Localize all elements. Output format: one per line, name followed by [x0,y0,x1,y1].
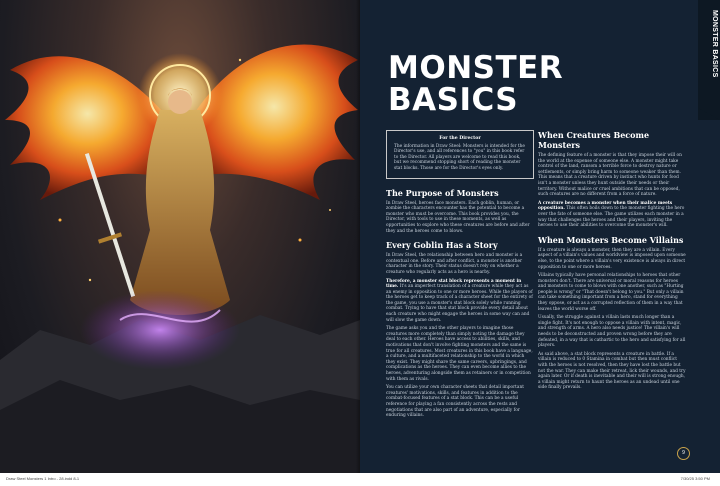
heading-become-villains: When Monsters Become Villains [538,234,684,245]
para-goblin-1: In Draw Steel, the relationship between hero and monster is a contextual one. Before and after conflict, a monster is another character in the story. Their status doesn't rely on whether a creature who regularly acts as a hero is nearby. [386,253,523,275]
chapter-tab-corner [698,108,720,120]
column-right [538,124,686,394]
right-page [360,0,720,473]
para-become-1: The defining feature of a monster is that they impose their will on the world at the expense of someone else. A monster might take control of the land, ransom a terrible force to destroy nature or settlements, or simply bring harm to someone weaker than them. This means that a creature driven by instinct who hunts for food isn't a monster unless they hunt outside their needs or their territory. Without malice or cruel ambitions that can be opposed, such creatures are no different from a force of nature. [538,153,682,198]
para-villains-1: If a creature is always a monster, then they are a villain. Every aspect of a villain's values and worldview is imposed upon someone else, to the point where a villain's very existence is always in direct opposition to one or more heroes. [538,247,686,270]
heading-purpose: The Purpose of Monsters [386,187,499,198]
chapter-tab [698,0,720,120]
para-become-2-body: This often boils down to the monster fighting the hero over the fate of someone else. The game utilizes each monster in a way that challenges the heroes and their players, inviting the heroes to use their abilities to overcome the monster's will. [538,206,685,229]
director-note-box [386,130,534,179]
angel-artwork-icon [0,0,360,473]
para-become-2 [538,201,686,229]
para-goblin-2-lead: Therefore, a monster stat block represents a moment in time. [386,278,522,290]
para-purpose: In Draw Steel, heroes face monsters. Each goblin, human, or zombie the characters encounter has the potential to become a monster who must be overcome. This book provides you, the Director, with tools to use in these moments, as well as opportunities to explore who these creatures are before and after they and the heroes come to blows. [386,200,530,234]
print-slug-left: Draw Steel Monsters 1 Intro - 28.indd 8-1 [6,476,80,481]
director-note-heading: For the Director [439,136,481,141]
para-villains-4: As said above, a stat block represents a creature in battle. If a villain is reduced to 0 Stamina in combat but then must conflict with the heroes is not resolved, then they have lost the battle but not the war. They can make their retreat, lick their wounds, and try again later. Or if death is inevitable and their will is strong enough, a villain might return to haunt the heroes as an undead until one side finally prevails. [538,351,686,391]
chapter-tab-label: MONSTER BASICS [711,10,718,78]
para-goblin-2 [386,279,534,324]
angel-illustration [0,0,360,473]
para-villains-2: Villains typically have personal relationships to heroes that other monsters don't. There are universal or moral reasons for heroes and monsters to come to blows with one another, such as "Hurting people is wrong" or "That doesn't belong to you." But only a villain can take something important from a hero, stand for everything they oppose, or act as a corrupted reflection of them in a way that leaves the world worse off. [538,273,684,312]
heading-goblin: Every Goblin Has a Story [386,240,498,251]
heading-become-monsters: When Creatures Become Monsters [538,130,650,150]
para-goblin-2-body: It's an imperfect translation of a creature while they act as an enemy in opposition to one or more heroes. While the players of the heroes get to keep track of a character sheet for the entirety of the game, you use a monster's stat block solely while running combat. Trying to have that stat block provide every detail about each creature who might engage the heroes in some way can and will slow the game down. [386,284,533,323]
column-left [386,130,534,422]
page-title-line1: MONSTER [388,50,564,86]
para-villains-3: Usually, the struggle against a villain lasts much longer than a single fight. It's not enough to oppose a villain with intent, magic, and strength of arms. A hero also needs justice! The villain's will needs to be deconstructed and proven wrong before they are defeated, in a way that is cathartic to the hero and satisfying for all players. [538,315,686,349]
page-number: 9 [677,447,690,460]
para-goblin-4: You can utilize your own character sheets that detail important creatures' motivations, skills, and features in addition to the combat-focused features of a stat block. This can be a useful reference for playing a fan consistently across the rests and negotiations that are also part of an adventure, especially for enduring villains. [386,385,524,419]
para-goblin-3: The game asks you and the other players to imagine those creatures more completely than simply noting the damage they deal to each other. Heroes have access to abilities, skills, and motivations that don't involve fighting monsters and the same is true for all creatures. Most creatures in this book have a language, a culture, and a multifaceted relationship to the world in which they exist. They might share the same careers, upbringings, and complications as the heroes. They can even become allies to the heroes, adventuring alongside them as retainers or in competition with them as rivals. [386,326,533,382]
director-note-body: The information in Draw Steel: Monsters is intended for the Director's use, and all references to "you" in this book refer to the Director. All players are welcome to read this book, but we recommend stopping short of reading the monster stat blocks. Those are for the Director's eyes only. [394,143,525,171]
para-become-2-lead: A creature becomes a monster when their malice meets opposition. [538,200,673,212]
page-title [388,52,588,116]
page-title-line2: BASICS [388,82,519,118]
print-slug-right: 7/30/25 3:50 PM [680,476,710,481]
